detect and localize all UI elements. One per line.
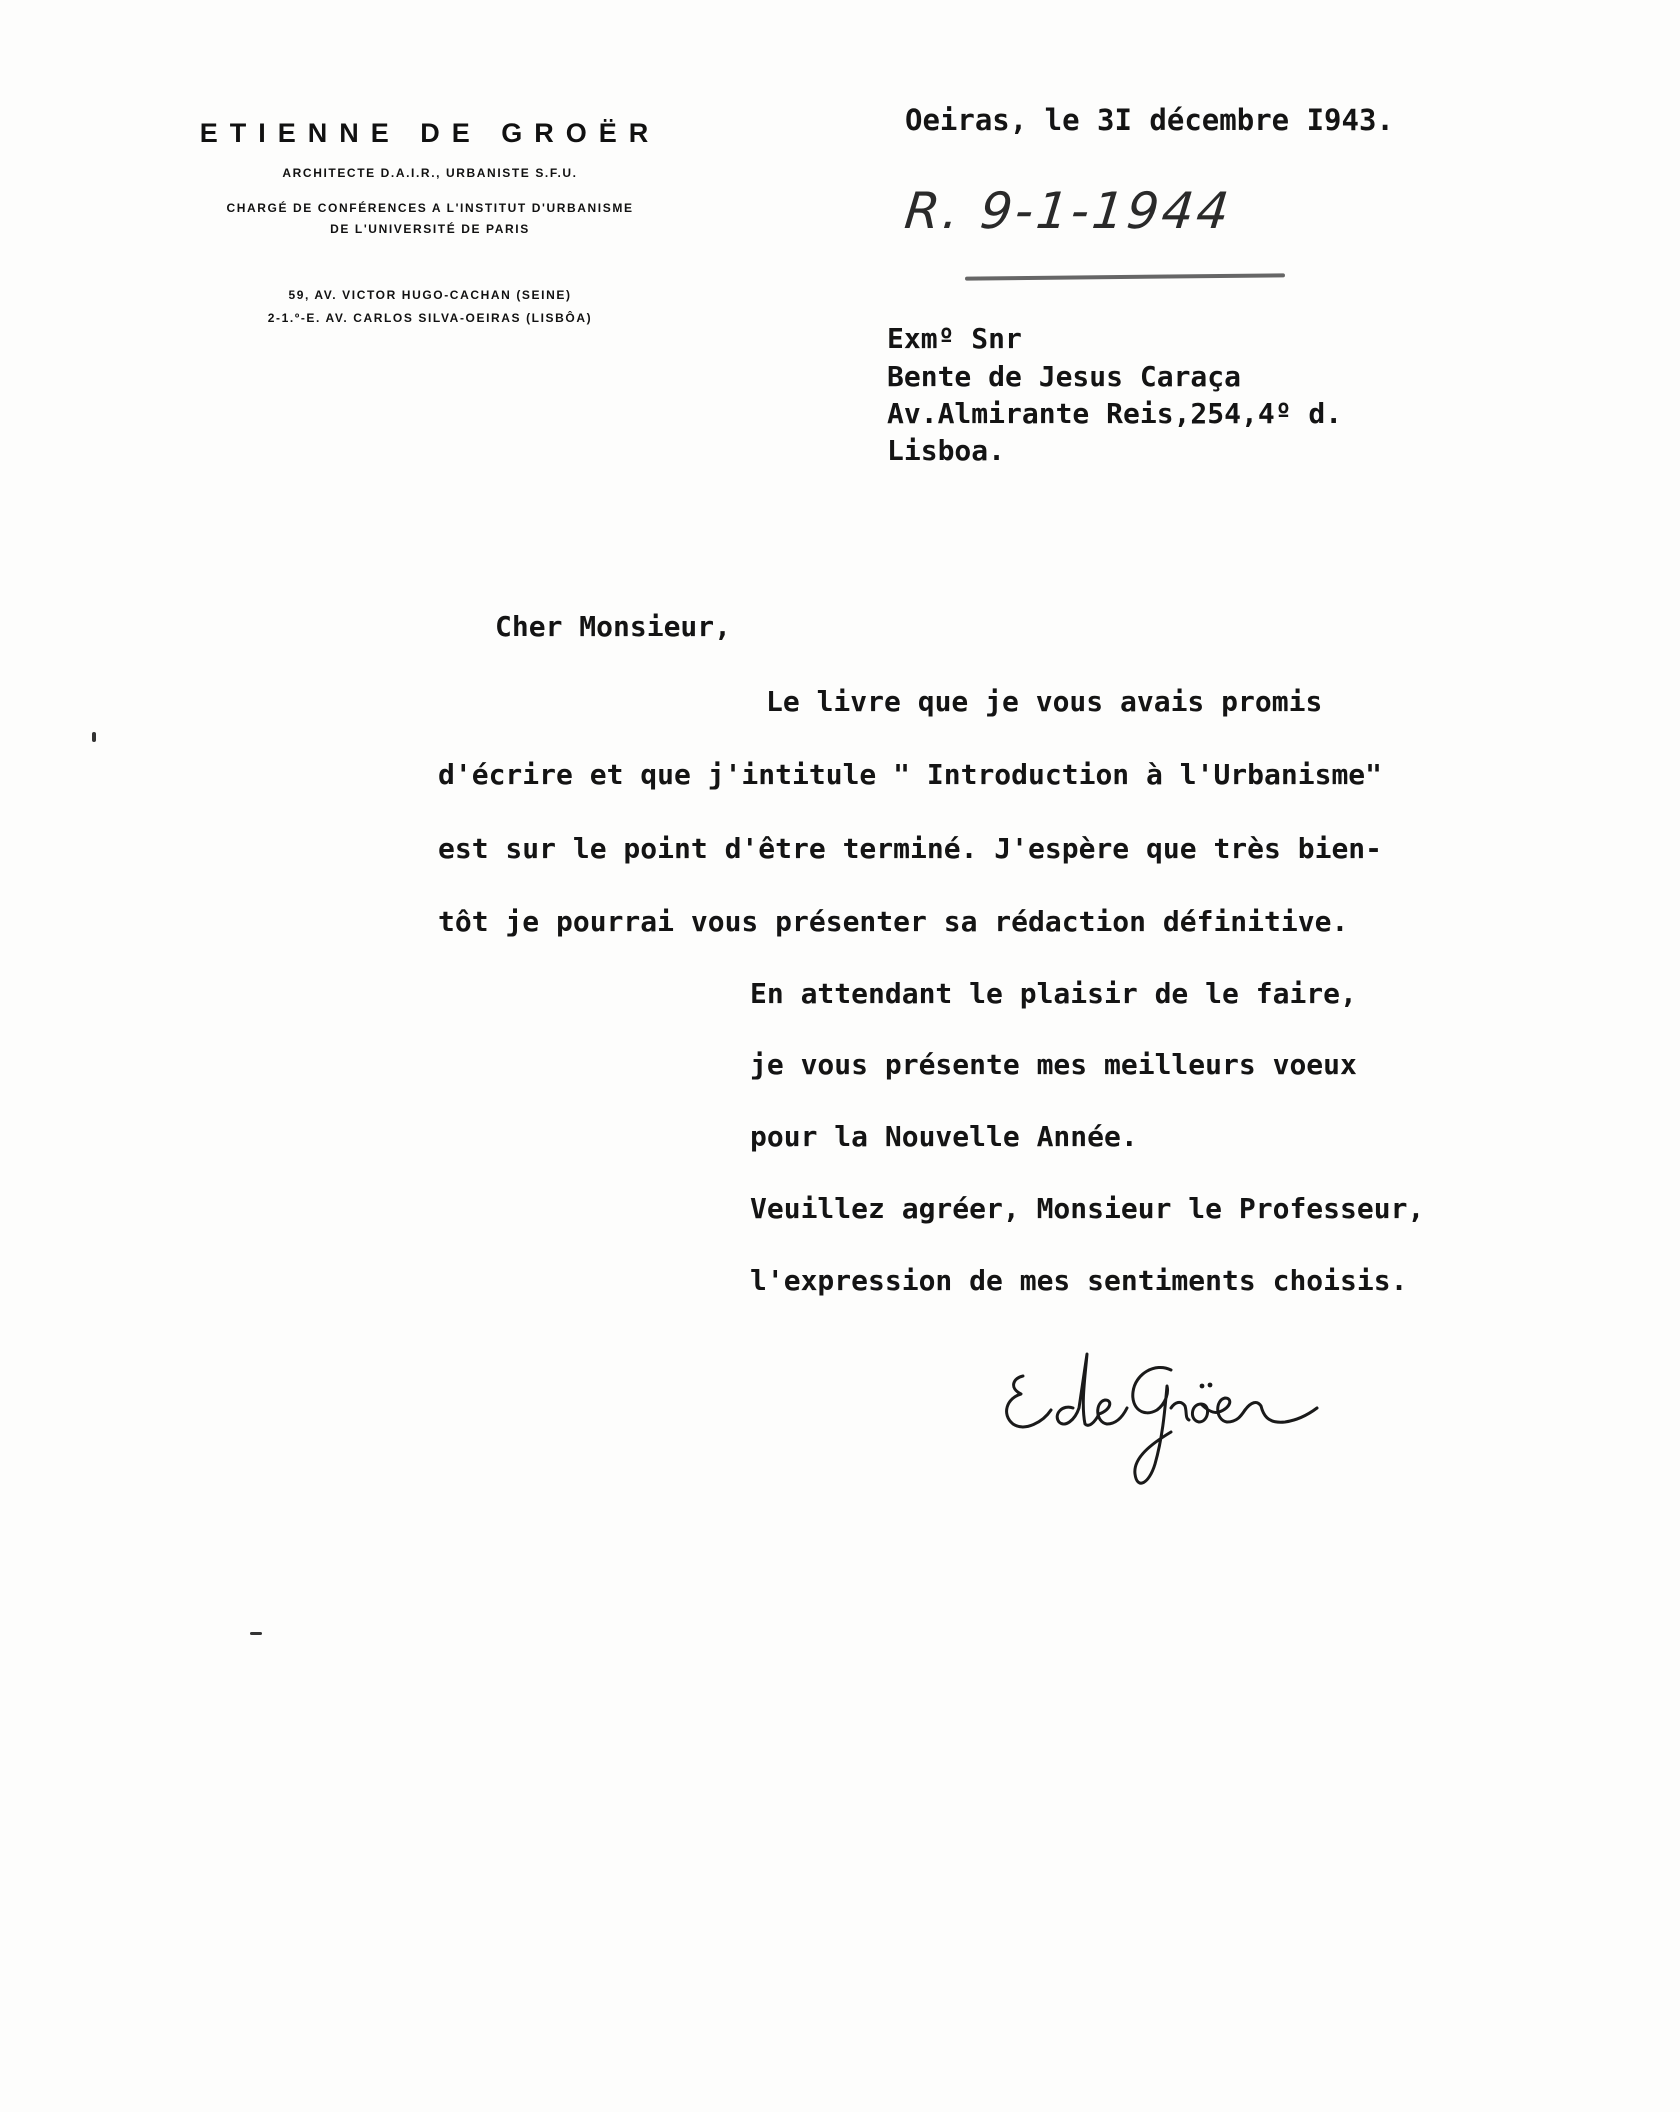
recipient-line1: Exmº Snr: [887, 322, 1022, 355]
closing-line: l'expression de mes sentiments choisis.: [750, 1264, 1408, 1297]
scan-speck: [92, 732, 96, 742]
letterhead-address2: 2-1.º-E. AV. CARLOS SILVA-OEIRAS (LISBÔA): [267, 311, 593, 325]
letterhead-role-line1: CHARGÉ DE CONFÉRENCES A L'INSTITUT D'URBANISME: [226, 201, 634, 215]
letterhead-title: ARCHITECTE D.A.I.R., URBANISTE S.F.U.: [282, 166, 578, 180]
recipient-line2: Bente de Jesus Caraça: [887, 360, 1242, 393]
letterhead-address1: 59, AV. VICTOR HUGO-CACHAN (SEINE): [288, 288, 572, 302]
letterhead-role-line2: DE L'UNIVERSITÉ DE PARIS: [330, 222, 530, 236]
body-line: pour la Nouvelle Année.: [750, 1120, 1138, 1153]
body-line: je vous présente mes meilleurs voeux: [750, 1048, 1357, 1081]
received-note: R. 9-1-1944: [901, 182, 1235, 240]
letter-date: Oeiras, le 3I décembre I943.: [905, 103, 1394, 137]
letterhead-name: ETIENNE DE GROËR: [199, 118, 661, 148]
received-underline: [965, 273, 1285, 280]
body-line: d'écrire et que j'intitule " Introduction à l'Urbanisme": [438, 758, 1383, 791]
recipient-line4: Lisboa.: [887, 434, 1006, 467]
salutation: Cher Monsieur,: [495, 610, 732, 643]
body-line: Le livre que je vous avais promis: [766, 685, 1323, 718]
recipient-line3: Av.Almirante Reis,254,4º d.: [887, 397, 1343, 430]
body-line: est sur le point d'être terminé. J'espère que très bien-: [438, 832, 1383, 865]
body-line: tôt je pourrai vous présenter sa rédaction définitive.: [438, 905, 1349, 938]
signature: [995, 1348, 1325, 1498]
body-line: En attendant le plaisir de le faire,: [750, 977, 1357, 1010]
closing-line: Veuillez agréer, Monsieur le Professeur,: [750, 1192, 1425, 1225]
scan-speck: [250, 1632, 262, 1635]
